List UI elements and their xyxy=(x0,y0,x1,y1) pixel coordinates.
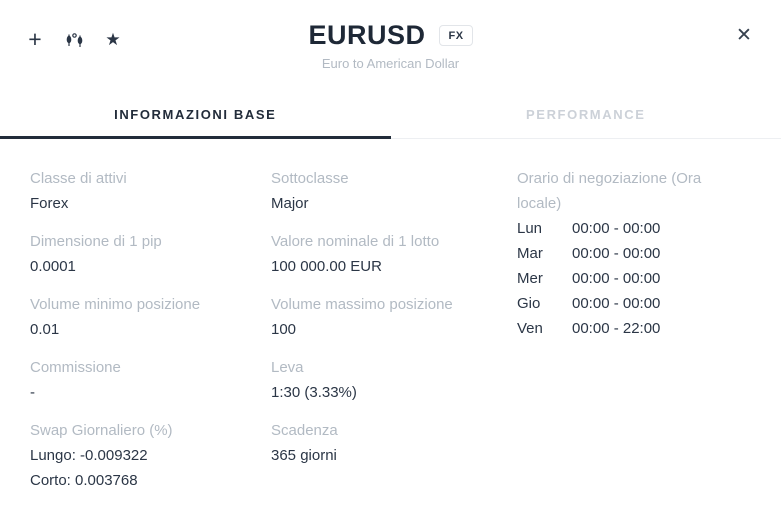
instrument-subtitle: Euro to American Dollar xyxy=(321,56,460,71)
swap-short-value: Corto: 0.003768 xyxy=(30,472,138,489)
trading-hours-table xyxy=(517,216,781,341)
field-leverage xyxy=(271,355,517,405)
field-pip-size xyxy=(30,229,271,279)
field-label: Scadenza xyxy=(271,422,338,439)
field-expiry xyxy=(271,418,517,468)
chart-icon[interactable] xyxy=(63,28,85,50)
add-order-icon[interactable]: + xyxy=(28,25,42,52)
instrument-type-badge: FX xyxy=(439,25,472,46)
field-label: Valore nominale di 1 lotto xyxy=(271,233,440,250)
schedule-day: Mar xyxy=(517,245,543,262)
field-value: 100 000.00 EUR xyxy=(271,258,382,275)
field-label: Sottoclasse xyxy=(271,170,349,187)
field-label: Commissione xyxy=(30,359,121,376)
field-nominal-value xyxy=(271,229,517,279)
base-info-content xyxy=(0,139,781,506)
field-min-volume xyxy=(30,292,271,342)
schedule-hours: 00:00 - 00:00 xyxy=(572,270,661,287)
trading-hours-label: Orario di negoziazione (Ora locale) xyxy=(517,170,702,212)
field-value: 1:30 (3.33%) xyxy=(271,384,357,401)
field-subclass xyxy=(271,166,517,216)
schedule-day: Ven xyxy=(517,320,543,337)
swap-long-value: Lungo: -0.009322 xyxy=(30,447,148,464)
field-value: - xyxy=(30,384,35,401)
tab-performance[interactable]: PERFORMANCE xyxy=(526,107,646,122)
field-label: Leva xyxy=(271,359,304,376)
close-icon[interactable]: ✕ xyxy=(736,24,752,46)
field-label: Volume massimo posizione xyxy=(271,296,453,313)
field-label: Swap Giornaliero (%) xyxy=(30,422,173,439)
favorite-star-icon[interactable]: ★ xyxy=(105,29,121,49)
field-value: 100 xyxy=(271,321,297,338)
trading-hours-column xyxy=(517,166,781,506)
field-value: Major xyxy=(271,195,309,212)
header-action-icons xyxy=(24,25,124,52)
info-column-1 xyxy=(30,166,271,506)
schedule-day: Mer xyxy=(517,270,543,287)
field-asset-class xyxy=(30,166,271,216)
field-swap xyxy=(30,418,271,493)
schedule-row xyxy=(517,216,781,241)
schedule-day: Lun xyxy=(517,220,543,237)
field-label: Classe di attivi xyxy=(30,170,127,187)
info-column-2 xyxy=(271,166,517,506)
tab-informazioni-base[interactable]: INFORMAZIONI BASE xyxy=(0,97,391,139)
field-max-volume xyxy=(271,292,517,342)
schedule-row xyxy=(517,241,781,266)
field-label: Dimensione di 1 pip xyxy=(30,233,162,250)
schedule-hours: 00:00 - 00:00 xyxy=(572,220,661,237)
schedule-hours: 00:00 - 00:00 xyxy=(572,245,661,262)
schedule-row xyxy=(517,316,781,341)
schedule-day: Gio xyxy=(517,295,541,312)
instrument-title: EURUSD xyxy=(308,20,426,50)
schedule-hours: 00:00 - 00:00 xyxy=(572,295,661,312)
schedule-row xyxy=(517,291,781,316)
dialog-header xyxy=(0,0,781,71)
field-value: Forex xyxy=(30,195,69,212)
field-value: 365 giorni xyxy=(271,447,337,464)
field-value: 0.01 xyxy=(30,321,60,338)
schedule-hours: 00:00 - 22:00 xyxy=(572,320,661,337)
field-label: Volume minimo posizione xyxy=(30,296,201,313)
tab-bar xyxy=(0,97,781,139)
schedule-row xyxy=(517,266,781,291)
field-commission xyxy=(30,355,271,405)
field-value: 0.0001 xyxy=(30,258,76,275)
